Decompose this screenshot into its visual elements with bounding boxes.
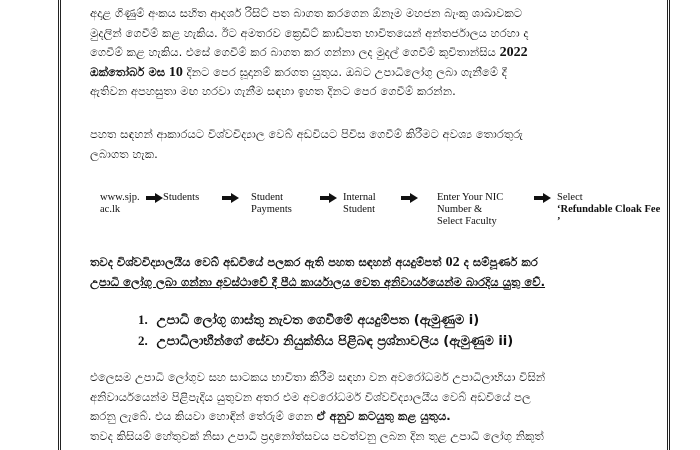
flow-step-select-fee-line2: ‘Refundable Cloak Fee ’ [557,204,661,227]
application-count: 02 [445,255,460,270]
right-arrow-icon [401,194,417,202]
para1-line3-text: ගෙවීම් කළ හැකිය. එසේ ගෙවීම් කර බාගත කර ගන්නා ලද මුදල් ගෙවීම් කුවිතාන්සිය [90,45,496,60]
para1-line4 [90,63,648,83]
list-item [138,310,513,331]
list-item-text: උපාධිලාභීන්ගේ සේවා නියුක්තිය පිළිබඳ ප්‍රශ්නාවලිය (ඇමුණුම ii) [156,334,514,349]
flow-step-internal-student [343,192,376,216]
para4-line3-text: කරනු ලැබේ. එය කියවා හොඳින් තේරුම් ගෙන [90,409,314,424]
right-arrow-icon [320,194,336,202]
flow-step-website-line2: ac.lk [100,204,121,215]
list-item-number: 1. [138,312,148,327]
list-item-text: උපාධි ලෝගු ගාස්තු නැවත ගෙවීමේ අයදුම්පත (ඇමුණුම i) [156,313,480,328]
right-arrow-icon [222,194,238,202]
flow-step-internal-student-line2: Student [343,204,376,215]
required-documents-list [138,310,513,352]
flow-step-select-fee [557,192,665,228]
deadline-day: 10 [168,64,183,80]
para4-line4: තවද කිසියම් හේතුවක් නිසා උපාධි ප්‍රදානෝත්සවය පවත්වනු ලබන දින තුළ උපාධි ලෝගු නිකුත් [90,428,544,443]
deadline-month: ඔක්තෝබර් මස [90,64,166,79]
flow-step-enter-nic-line3: Select Faculty [437,216,497,227]
para1-line1: අදාළ ගිණුම් අංකය සහිත ආදර්ශ රිසිට් පත බාගත කරගෙන ඕනෑම මහජන බැංකු ශාඛාවකට [90,6,523,20]
deadline-year: 2022 [499,45,528,61]
para4-line1: එලෙසම උපාධි ලෝගුව සහ සාටකය භාවිතා කිරීම සඳහා වන අවරෝධර්ම උපාධිලාභියා විසින් [90,370,546,384]
para4-line3-emphasis: ඒ අනුව කටයුතු කළ යුතුය. [316,409,451,424]
para4-line2: අනිවාර්යයෙන්ම පිළිපැදිය යුතුවන අතර එම අවරෝධර්ම විශ්වවිද්‍යාලයීය වෙබ් අඩවියේ පල [90,389,531,404]
flow-step-enter-nic-line1: Enter Your NIC [437,192,504,203]
para3-line1-end: ද සම්පූර්ණ කර [463,255,538,269]
flow-step-student-payments [251,192,292,216]
flow-step-enter-nic [437,192,503,228]
flow-step-website [100,192,140,216]
flow-step-internal-student-line1: Internal [343,192,376,203]
para3-line2: උපාධි ලෝගු ලබා ගන්නා අවස්ථාවේ දී පීඨ කාර්යාලය වෙත අනිවාර්යයෙන්ම බාරදිය යුතු වේ. [90,274,546,289]
flow-step-student-payments-line2: Payments [251,204,292,215]
website-info-paragraph [90,125,648,164]
para4-line3 [90,407,648,427]
para1-line5: ඇතිවන අපහසුතා මඟ හරවා ගැනීම සඳහා ඉහත දිනට පෙර ගෙවීම් කරන්න. [90,84,456,99]
flow-step-website-line1: www.sjp. [100,192,140,203]
flow-step-students: Students [163,192,200,203]
para1-line2: මුදලින් ගෙවීම් කළ හැකිය. ඊට අමතරව ක්‍රෙඩිට් කාඩ්පත භාවිතයෙන් අන්තර්ජාලය හරහා ද [90,25,529,40]
para1-line3 [90,43,648,63]
list-item [138,331,513,352]
right-arrow-icon [146,194,162,202]
conduct-rules-paragraph [90,368,648,446]
list-item-number: 2. [138,333,148,348]
para3-line1-text: තවද විශ්වවිද්‍යාලයීය වෙබ් අඩවියේ පලකර ඇති පහත සඳහන් අයදුම්පත් [90,255,442,269]
flow-step-enter-nic-line2: Number & [437,204,483,215]
payment-instructions-paragraph [90,4,648,102]
applications-paragraph [90,253,648,292]
para1-line4-text: දිනට පෙර සූදානම් කරගත යුතුය. ඔබට උපාධිලෝගු ලබා ගැනීමේ දී [186,64,507,79]
para2-line1: පහත සඳහන් ආකාරයට විශ්වවිද්‍යාල වෙබ් අඩවියට පිවිස ගෙවීම් කිරීමට අවශ්‍ය තොරතුරු [90,127,523,141]
para3-line1 [90,253,648,273]
right-arrow-icon [534,194,550,202]
website-navigation-flow [75,192,665,232]
flow-step-student-payments-line1: Student [251,192,284,203]
flow-step-select-fee-line1: Select [557,192,583,203]
para2-line2: ලබාගත හැක. [90,146,158,161]
